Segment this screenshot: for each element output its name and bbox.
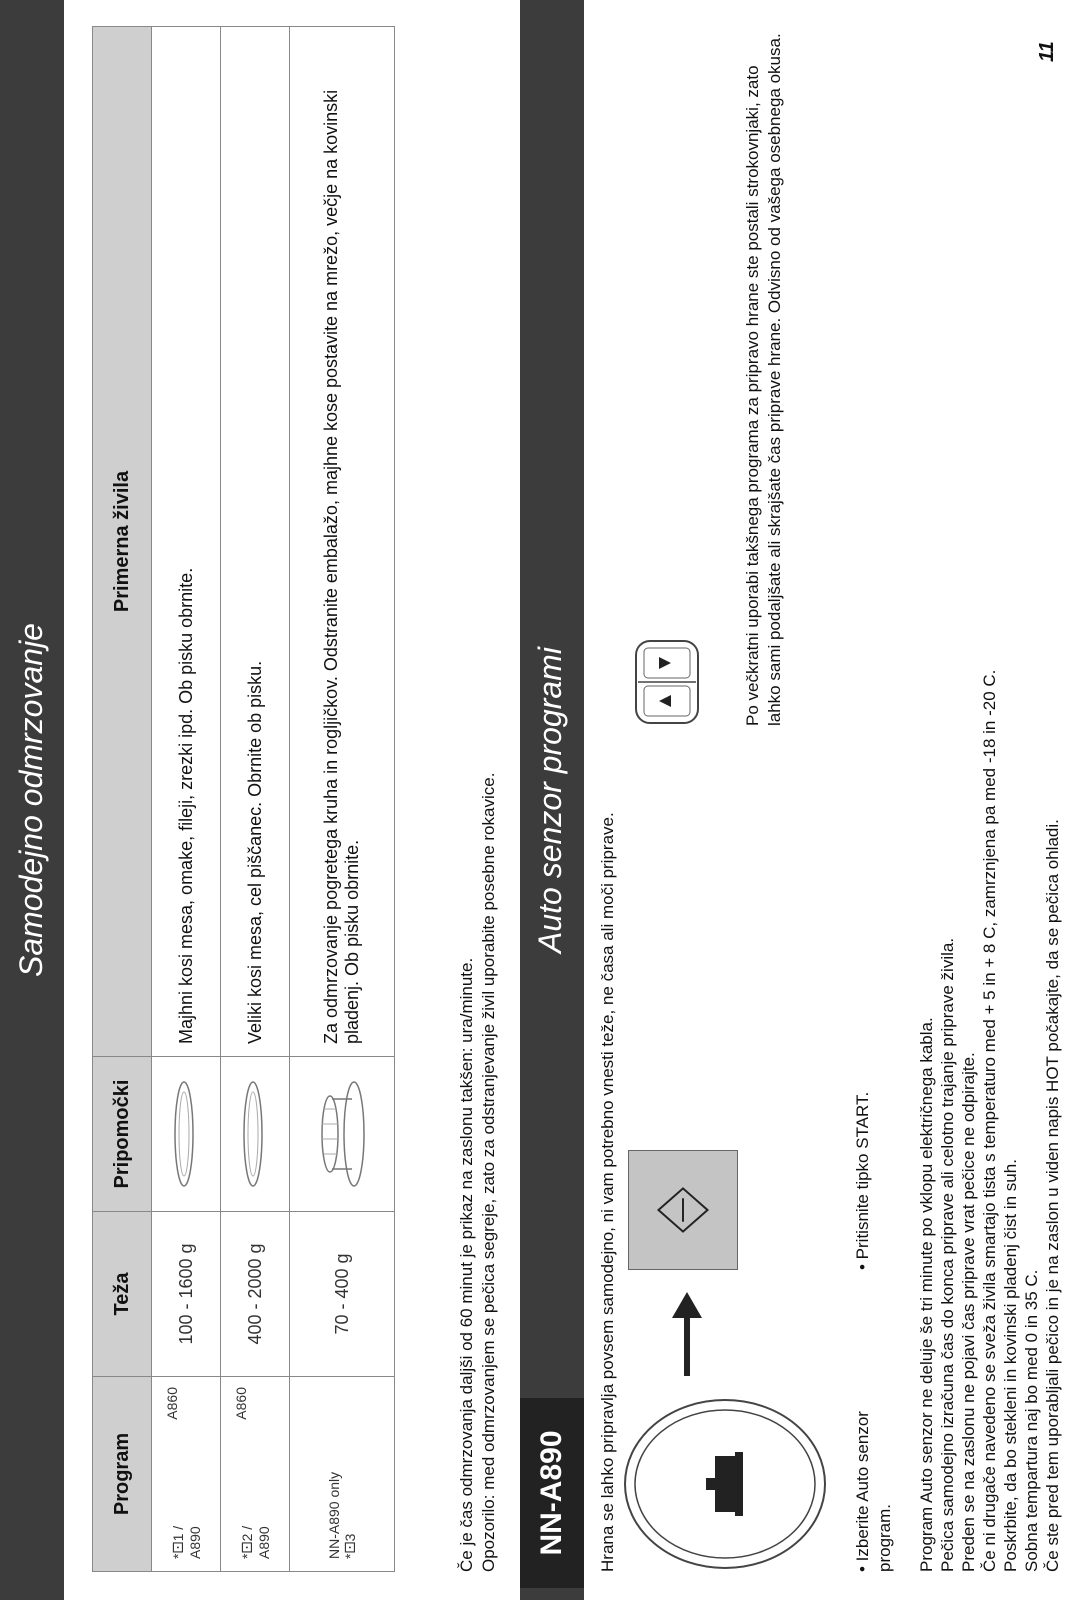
step-text: Izberite Auto senzor program. — [853, 1411, 894, 1572]
list-item: Preden se na zaslonu ne pojavi čas priprave vrat pečice ne odpirajte. — [959, 1052, 978, 1572]
page-number: 11 — [1036, 41, 1058, 62]
accessory-cell — [152, 1057, 221, 1212]
section-header-defrost — [0, 0, 64, 1600]
weight-cell: 400 - 2000 g — [221, 1212, 290, 1377]
tray-icon — [241, 1079, 265, 1189]
program-model-b: A860 — [164, 1387, 180, 1420]
program-model-a: A890 — [255, 1526, 272, 1559]
rack-on-tray-icon — [310, 1079, 370, 1189]
list-item: Sobna tempartura naj bo med 0 in 35 C. — [1022, 1269, 1041, 1572]
note-line: Če je čas odmrzovanja daljši od 60 minut je prikaz na zaslonu takšen: ura/minute. — [457, 957, 476, 1572]
col-program: Program — [93, 1377, 152, 1572]
start-button[interactable] — [628, 1150, 738, 1270]
list-item: Poskrbite, da bo stekleni in kovinski pladenj čist in suh. — [1001, 1159, 1020, 1572]
list-item: Pečica samodejno izračuna čas do konca priprave ali celotno trajanje priprave živila. — [938, 937, 957, 1572]
program-model-note: NN-A890 only — [325, 1471, 342, 1559]
program-model-a: A890 — [186, 1526, 203, 1559]
col-weight: Teža — [93, 1212, 152, 1377]
list-item: Če ste pred tem uporabljali pečico in je na zaslon u viden napis HOT počakajte, da se pečica ohladi. — [1043, 819, 1062, 1572]
program-cell — [290, 1377, 395, 1572]
defrost-notes — [456, 773, 500, 1572]
table-row — [290, 27, 395, 1572]
col-accessories: Pripomočki — [93, 1057, 152, 1212]
program-model-b: A860 — [233, 1387, 249, 1420]
section-title: Auto senzor programi — [532, 647, 568, 953]
list-item: Če ni drugače navedeno se sveža živila smartajo tista s temperaturo med + 5 in + 8 C, zamrznjena pa med -18 in -20 C. — [980, 669, 999, 1572]
step-text: Pritisnite tipko START. — [853, 1091, 872, 1260]
adjust-time-hint: Po večkratni uporabi takšnega programa za pripravo hrane ste postali strokovnjaki, zato lahko sami podaljšate ali skrajšate čas priprave hrane. Odvisno od vašega osebnega okusa. — [743, 33, 784, 726]
program-cell — [221, 1377, 290, 1572]
program-symbol: *⚀3 — [341, 1533, 358, 1559]
tray-icon — [172, 1079, 196, 1189]
start-diamond-icon — [629, 1151, 737, 1269]
accessory-cell — [290, 1057, 395, 1212]
list-item: Program Auto senzor ne deluje še tri minute po vklopu električnega kabla. — [917, 1017, 936, 1572]
intro-text: Hrana se lahko pripravlja povsem samodejno, ni vam potrebno vnesti teže, ne časa ali moči priprave. — [598, 812, 617, 1572]
arrow-right-icon — [652, 1290, 722, 1380]
section-header-auto-sensor — [520, 0, 584, 1600]
program-cell — [152, 1377, 221, 1572]
col-food: Primerna živila — [93, 27, 152, 1057]
up-down-arrow-buttons[interactable] — [626, 638, 706, 726]
defrost-table — [92, 26, 395, 1572]
program-symbol: *⚀1 / — [169, 1525, 186, 1559]
food-cell: Veliki kosi mesa, cel piščanec. Obrnite ob pisku. — [221, 27, 290, 1057]
weight-cell: 100 - 1600 g — [152, 1212, 221, 1377]
section-title: Samodejno odmrzovanje — [13, 623, 49, 977]
model-badge: NN-A890 — [520, 1398, 584, 1588]
food-cell: Majhni kosi mesa, omake, fileji, zrezki ipd. Ob pisku obrnite. — [152, 27, 221, 1057]
food-cell: Za odmrzovanje pogretega kruha in rogljičkov. Odstranite embalažo, majhne kose postavite na mrežo, večje na kovinski pladenj. Ob pisku obrnite. — [290, 27, 395, 1057]
step-press-start: • Pritisnite tipko START. — [853, 1091, 872, 1270]
table-row — [152, 27, 221, 1572]
weight-cell: 70 - 400 g — [290, 1212, 395, 1377]
note-line: Opozorilo: med odmrzovanjem se pečica segreje, zato za odstranjevanje živil uporabite posebne rokavice. — [479, 772, 498, 1572]
auto-sensor-notes — [916, 32, 1063, 1572]
auto-sensor-dial-icon — [620, 1397, 830, 1572]
accessory-cell — [221, 1057, 290, 1212]
program-symbol: *⚀2 / — [238, 1525, 255, 1559]
table-header-row — [93, 27, 152, 1572]
table-row — [221, 27, 290, 1572]
step-select-program: • Izberite Auto senzor program. — [853, 1411, 894, 1572]
